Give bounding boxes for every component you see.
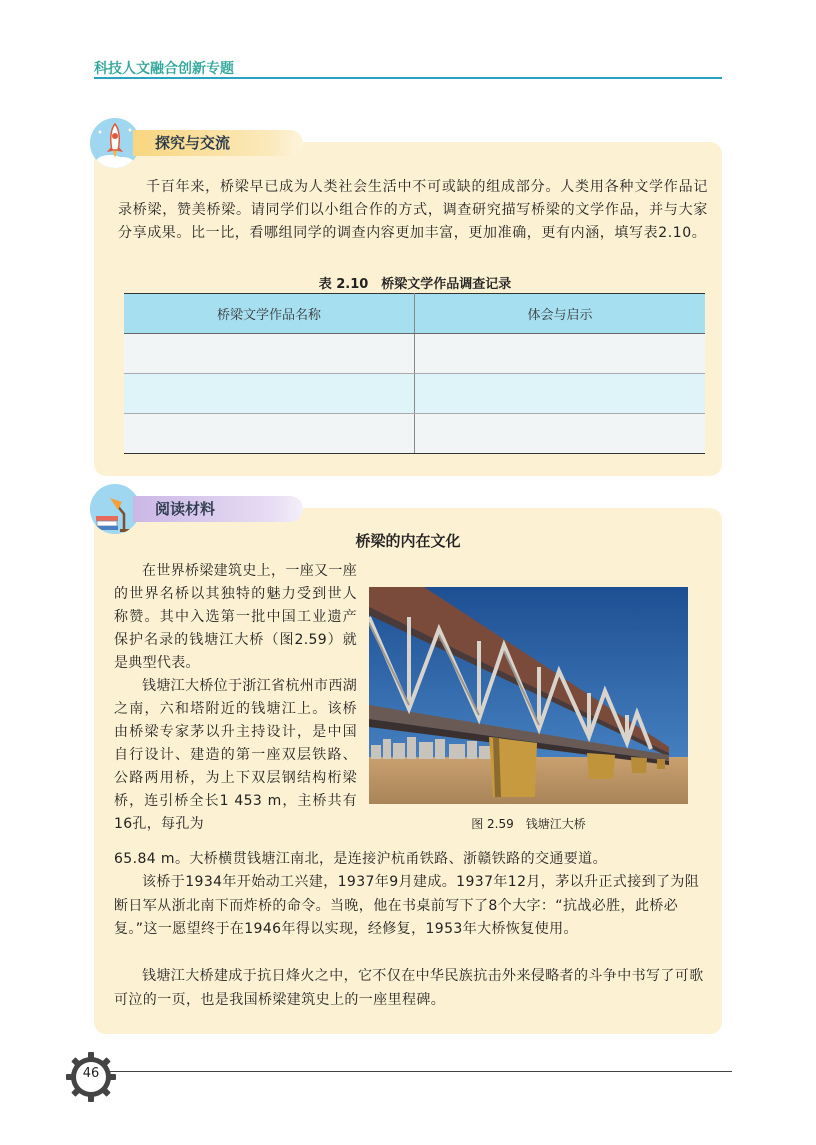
table-row	[124, 334, 705, 374]
page-number: 46	[82, 1066, 100, 1081]
section-label-reading: 阅读材料	[133, 496, 303, 522]
figure-caption: 图 2.59 钱塘江大桥	[471, 817, 586, 831]
table-row	[124, 414, 705, 454]
header-divider	[94, 77, 722, 79]
bridge-photo	[369, 587, 688, 804]
table-cell[interactable]	[415, 334, 706, 374]
article-paragraph: 钱塘江大桥位于浙江省杭州市西湖之南，六和塔附近的钱塘江上。该桥由桥梁专家茅以升主持设计，是中国自行设计、建造的第一座双层铁路、公路两用桥，为上下双层钢结构桁梁桥，连引桥全长1 453 m，主桥共有16孔，每孔为	[114, 678, 357, 832]
record-table	[124, 293, 705, 454]
table-caption: 表 2.10 桥梁文学作品调查记录	[318, 277, 512, 292]
article-paragraph-continued: 65.84 m。大桥横贯钱塘江南北，是连接沪杭甬铁路、浙赣铁路的交通要道。	[114, 851, 607, 867]
table-cell[interactable]	[415, 374, 706, 414]
table-row	[124, 374, 705, 414]
table-cell[interactable]	[415, 414, 706, 454]
article-paragraph: 该桥于1934年开始动工兴建，1937年9月建成。1937年12月，茅以升正式接到了为阻断日军从浙北南下而炸桥的命令。当晚，他在书桌前写下了8个大字：“抗战必胜，此桥必复。”这一愿望终于在1946年得以实现，经修复，1953年大桥恢复使用。	[114, 874, 700, 937]
article-paragraph: 在世界桥梁建筑史上，一座又一座的世界名桥以其独特的魅力受到世人称赞。其中入选第一批中国工业遗产保护名录的钱塘江大桥（图2.59）就是典型代表。	[114, 563, 357, 671]
article-left-column	[114, 560, 357, 836]
article-title: 桥梁的内在文化	[355, 532, 461, 550]
table-cell[interactable]	[124, 414, 415, 454]
table-cell[interactable]	[124, 334, 415, 374]
table-cell[interactable]	[124, 374, 415, 414]
table-header-cell: 桥梁文学作品名称	[124, 294, 415, 334]
footer-divider	[110, 1071, 732, 1072]
article-paragraph: 钱塘江大桥建成于抗日烽火之中，它不仅在中华民族抗击外来侵略者的斗争中书写了可歌可泣的一页，也是我国桥梁建筑史上的一座里程碑。	[114, 968, 704, 1008]
section-label-explore: 探究与交流	[133, 130, 303, 156]
table-header-cell: 体会与启示	[415, 294, 706, 334]
explore-paragraph: 千百年来，桥梁早已成为人类社会生活中不可或缺的组成部分。人类用各种文学作品记录桥梁，赞美桥梁。请同学们以小组合作的方式，调查研究描写桥梁的文学作品，并与大家分享成果。比一比，看哪组同学的调查内容更加丰富，更加准确，更有内涵，填写表2.10。	[118, 179, 708, 241]
header-title: 科技人文融合创新专题	[94, 61, 234, 77]
